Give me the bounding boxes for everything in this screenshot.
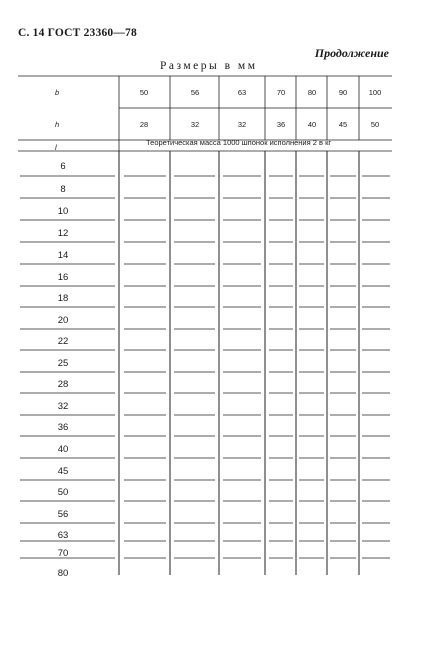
label-l: l bbox=[55, 143, 57, 152]
l-value: 20 bbox=[57, 315, 69, 326]
l-value: 16 bbox=[57, 272, 69, 283]
b-value: 70 bbox=[276, 88, 286, 97]
b-value: 80 bbox=[307, 88, 317, 97]
l-value: 10 bbox=[57, 206, 69, 217]
l-value: 6 bbox=[60, 161, 66, 172]
dimensions-header: Размеры в мм bbox=[160, 60, 258, 72]
h-value: 36 bbox=[276, 120, 286, 129]
l-value: 28 bbox=[57, 379, 69, 390]
l-value: 12 bbox=[57, 228, 69, 239]
h-value: 28 bbox=[139, 120, 149, 129]
b-value: 90 bbox=[338, 88, 348, 97]
h-value: 40 bbox=[307, 120, 317, 129]
b-value: 50 bbox=[139, 88, 149, 97]
h-value: 32 bbox=[190, 120, 200, 129]
h-value: 32 bbox=[237, 120, 247, 129]
l-value: 70 bbox=[57, 548, 69, 559]
l-value: 18 bbox=[57, 293, 69, 304]
page-header: С. 14 ГОСТ 23360—78 bbox=[18, 27, 137, 39]
l-value: 40 bbox=[57, 444, 69, 455]
l-value: 45 bbox=[57, 466, 69, 477]
l-value: 50 bbox=[57, 487, 69, 498]
h-value: 45 bbox=[338, 120, 348, 129]
l-value: 22 bbox=[57, 336, 69, 347]
l-value: 80 bbox=[57, 568, 69, 579]
l-value: 56 bbox=[57, 509, 69, 520]
l-value: 32 bbox=[57, 401, 69, 412]
l-value: 63 bbox=[57, 530, 69, 541]
b-value: 56 bbox=[190, 88, 200, 97]
b-value: 100 bbox=[368, 88, 382, 97]
label-h: h bbox=[55, 120, 60, 129]
mass-note: Теоретическая масса 1000 шпонок исполнения 2 в кг bbox=[146, 138, 332, 147]
b-value: 63 bbox=[237, 88, 247, 97]
continuation-label: Продолжение bbox=[314, 46, 389, 60]
l-value: 8 bbox=[60, 184, 66, 195]
h-value: 50 bbox=[370, 120, 380, 129]
l-value: 36 bbox=[57, 422, 69, 433]
l-value: 14 bbox=[57, 250, 69, 261]
l-value: 25 bbox=[57, 358, 69, 369]
label-b: b bbox=[55, 88, 60, 97]
